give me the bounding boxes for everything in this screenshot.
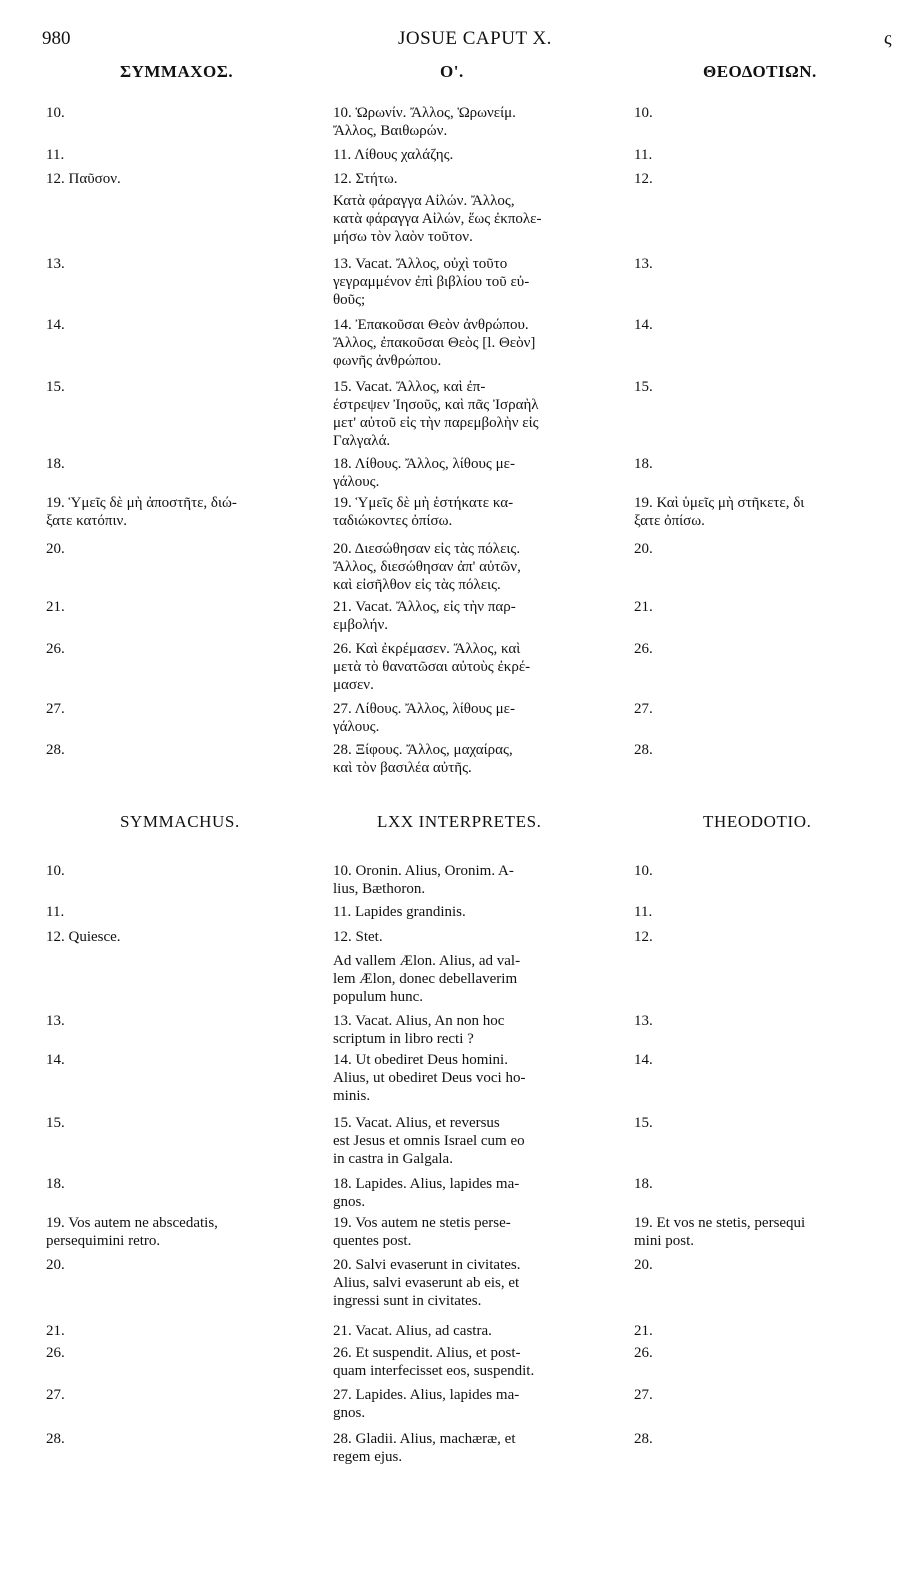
latin-symmachus-entry: 10. <box>46 863 65 879</box>
greek-symmachus-entry: 18. <box>46 456 65 472</box>
latin-theodotion-entry: 26. <box>634 1345 653 1361</box>
latin-theodotion-entry: 15. <box>634 1115 653 1131</box>
greek-theodotion-entry: 27. <box>634 701 653 717</box>
latin-septuagint-entry: 14. Ut obediret Deus homini. Alius, ut obediret Deus voci ho- minis. <box>333 1052 526 1104</box>
greek-septuagint-entry: 28. Ξίφους. Ἄλλος, μαχαίρας, καὶ τὸν βασιλέα αὐτῆς. <box>333 742 513 776</box>
latin-septuagint-entry: 10. Oronin. Alius, Oronim. A- lius, Bæthoron. <box>333 863 514 897</box>
latin-symmachus-entry: 13. <box>46 1013 65 1029</box>
greek-septuagint-entry: 12. Στήτω. <box>333 171 398 187</box>
latin-septuagint-entry: 26. Et suspendit. Alius, et post- quam interfecisset eos, suspendit. <box>333 1345 535 1379</box>
greek-theodotion-entry: 12. <box>634 171 653 187</box>
greek-symmachus-entry: 11. <box>46 147 65 163</box>
greek-symmachus-entry: 14. <box>46 317 65 333</box>
latin-symmachus-entry: 19. Vos autem ne abscedatis, persequimini retro. <box>46 1215 218 1249</box>
greek-header-theodotion: ΘΕΟΔΟΤΙΩΝ. <box>703 62 817 81</box>
greek-septuagint-entry: 26. Καὶ ἐκρέμασεν. Ἄλλος, καὶ μετὰ τὸ θανατῶσαι αὐτοὺς ἐκρέ- μασεν. <box>333 641 531 693</box>
greek-septuagint-entry: 11. Λίθους χαλάζης. <box>333 147 454 163</box>
latin-theodotion-entry: 19. Et vos ne stetis, persequi mini post. <box>634 1215 806 1249</box>
greek-symmachus-entry: 27. <box>46 701 65 717</box>
greek-septuagint-entry: 19. Ὑμεῖς δὲ μὴ ἑστήκατε κα- ταδιώκοντες ὀπίσω. <box>333 495 514 529</box>
latin-septuagint-entry: 12. Stet. <box>333 929 383 945</box>
corner-mark: ς <box>884 28 892 49</box>
latin-theodotion-entry: 21. <box>634 1323 653 1339</box>
latin-symmachus-entry: 14. <box>46 1052 65 1068</box>
greek-septuagint-entry: 14. Ἐπακοῦσαι Θεὸν ἀνθρώπου. Ἄλλος, ἐπακοῦσαι Θεὸς [l. Θεὸν] φωνῆς ἀνθρώπου. <box>333 317 536 369</box>
latin-theodotion-entry: 12. <box>634 929 653 945</box>
greek-theodotion-entry: 21. <box>634 599 653 615</box>
greek-theodotion-entry: 28. <box>634 742 653 758</box>
greek-septuagint-entry: 21. Vacat. Ἄλλος, εἰς τὴν παρ- εμβολήν. <box>333 599 516 633</box>
greek-theodotion-entry: 20. <box>634 541 653 557</box>
latin-theodotion-entry: 13. <box>634 1013 653 1029</box>
greek-symmachus-entry: 15. <box>46 379 65 395</box>
greek-symmachus-entry: 12. Παῦσον. <box>46 171 121 187</box>
latin-theodotion-entry: 10. <box>634 863 653 879</box>
greek-theodotion-entry: 19. Καὶ ὑμεῖς μὴ στῆκετε, δι ξατε ὀπίσω. <box>634 495 805 529</box>
latin-header-theodotion: THEODOTIO. <box>703 812 812 831</box>
latin-septuagint-entry: Ad vallem Ælon. Alius, ad val- lem Ælon, donec debellaverim populum hunc. <box>333 953 521 1005</box>
latin-theodotion-entry: 28. <box>634 1431 653 1447</box>
greek-symmachus-entry: 28. <box>46 742 65 758</box>
latin-septuagint-entry: 28. Gladii. Alius, machæræ, et regem ejus. <box>333 1431 516 1465</box>
running-head: JOSUE CAPUT X. <box>398 28 552 49</box>
greek-symmachus-entry: 19. Ὑμεῖς δὲ μὴ ἀποστῆτε, διώ- ξατε κατόπιν. <box>46 495 237 529</box>
greek-theodotion-entry: 18. <box>634 456 653 472</box>
latin-theodotion-entry: 11. <box>634 904 653 920</box>
greek-theodotion-entry: 10. <box>634 105 653 121</box>
greek-septuagint-entry: 13. Vacat. Ἄλλος, οὐχὶ τοῦτο γεγραμμένον ἐπὶ βιβλίου τοῦ εὐ- θοῦς; <box>333 256 530 308</box>
latin-theodotion-entry: 20. <box>634 1257 653 1273</box>
greek-symmachus-entry: 26. <box>46 641 65 657</box>
greek-septuagint-entry: 27. Λίθους. Ἄλλος, λίθους με- γάλους. <box>333 701 515 735</box>
greek-symmachus-entry: 21. <box>46 599 65 615</box>
latin-symmachus-entry: 20. <box>46 1257 65 1273</box>
greek-theodotion-entry: 14. <box>634 317 653 333</box>
latin-septuagint-entry: 21. Vacat. Alius, ad castra. <box>333 1323 492 1339</box>
latin-septuagint-entry: 19. Vos autem ne stetis perse- quentes post. <box>333 1215 511 1249</box>
latin-septuagint-entry: 11. Lapides grandinis. <box>333 904 466 920</box>
greek-septuagint-entry: Κατὰ φάραγγα Αἰλών. Ἄλλος, κατὰ φάραγγα Αἰλών, ἕως ἐκπολε- μήσω τὸν λαὸν τοῦτον. <box>333 193 542 245</box>
latin-symmachus-entry: 26. <box>46 1345 65 1361</box>
greek-header-septuagint: Ο'. <box>440 62 464 81</box>
greek-septuagint-entry: 10. Ὡρωνίν. Ἄλλος, Ὡρωνείμ. Ἄλλος, Βαιθωρών. <box>333 105 516 139</box>
latin-symmachus-entry: 18. <box>46 1176 65 1192</box>
greek-septuagint-entry: 18. Λίθους. Ἄλλος, λίθους με- γάλους. <box>333 456 515 490</box>
latin-symmachus-entry: 21. <box>46 1323 65 1339</box>
greek-theodotion-entry: 11. <box>634 147 653 163</box>
latin-theodotion-entry: 14. <box>634 1052 653 1068</box>
greek-symmachus-entry: 10. <box>46 105 65 121</box>
latin-septuagint-entry: 13. Vacat. Alius, An non hoc scriptum in libro recti ? <box>333 1013 505 1047</box>
latin-theodotion-entry: 27. <box>634 1387 653 1403</box>
latin-symmachus-entry: 11. <box>46 904 65 920</box>
greek-header-symmachus: ΣΥΜΜΑΧΟΣ. <box>120 62 234 81</box>
latin-septuagint-entry: 27. Lapides. Alius, lapides ma- gnos. <box>333 1387 520 1421</box>
latin-symmachus-entry: 15. <box>46 1115 65 1131</box>
greek-theodotion-entry: 26. <box>634 641 653 657</box>
latin-septuagint-entry: 20. Salvi evaserunt in civitates. Alius, salvi evaserunt ab eis, et ingressi sunt in civitates. <box>333 1257 521 1309</box>
greek-septuagint-entry: 20. Διεσώθησαν εἰς τὰς πόλεις. Ἄλλος, διεσώθησαν ἀπ' αὐτῶν, καὶ εἰσῆλθον εἰς τὰς πόλεις. <box>333 541 521 593</box>
latin-symmachus-entry: 27. <box>46 1387 65 1403</box>
greek-septuagint-entry: 15. Vacat. Ἄλλος, καὶ ἐπ- έστρεψεν Ἰησοῦς, καὶ πᾶς Ἰσραὴλ μετ' αὐτοῦ εἰς τὴν παρεμβολὴν εἰς Γαλγαλά. <box>333 379 539 449</box>
latin-septuagint-entry: 18. Lapides. Alius, lapides ma- gnos. <box>333 1176 520 1210</box>
greek-theodotion-entry: 15. <box>634 379 653 395</box>
latin-header-septuagint: LXX INTERPRETES. <box>377 812 542 831</box>
latin-septuagint-entry: 15. Vacat. Alius, et reversus est Jesus et omnis Israel cum eo in castra in Galgala. <box>333 1115 525 1167</box>
latin-symmachus-entry: 28. <box>46 1431 65 1447</box>
page-number: 980 <box>42 28 71 49</box>
greek-theodotion-entry: 13. <box>634 256 653 272</box>
latin-theodotion-entry: 18. <box>634 1176 653 1192</box>
latin-symmachus-entry: 12. Quiesce. <box>46 929 121 945</box>
greek-symmachus-entry: 13. <box>46 256 65 272</box>
greek-symmachus-entry: 20. <box>46 541 65 557</box>
latin-header-symmachus: SYMMACHUS. <box>120 812 240 831</box>
